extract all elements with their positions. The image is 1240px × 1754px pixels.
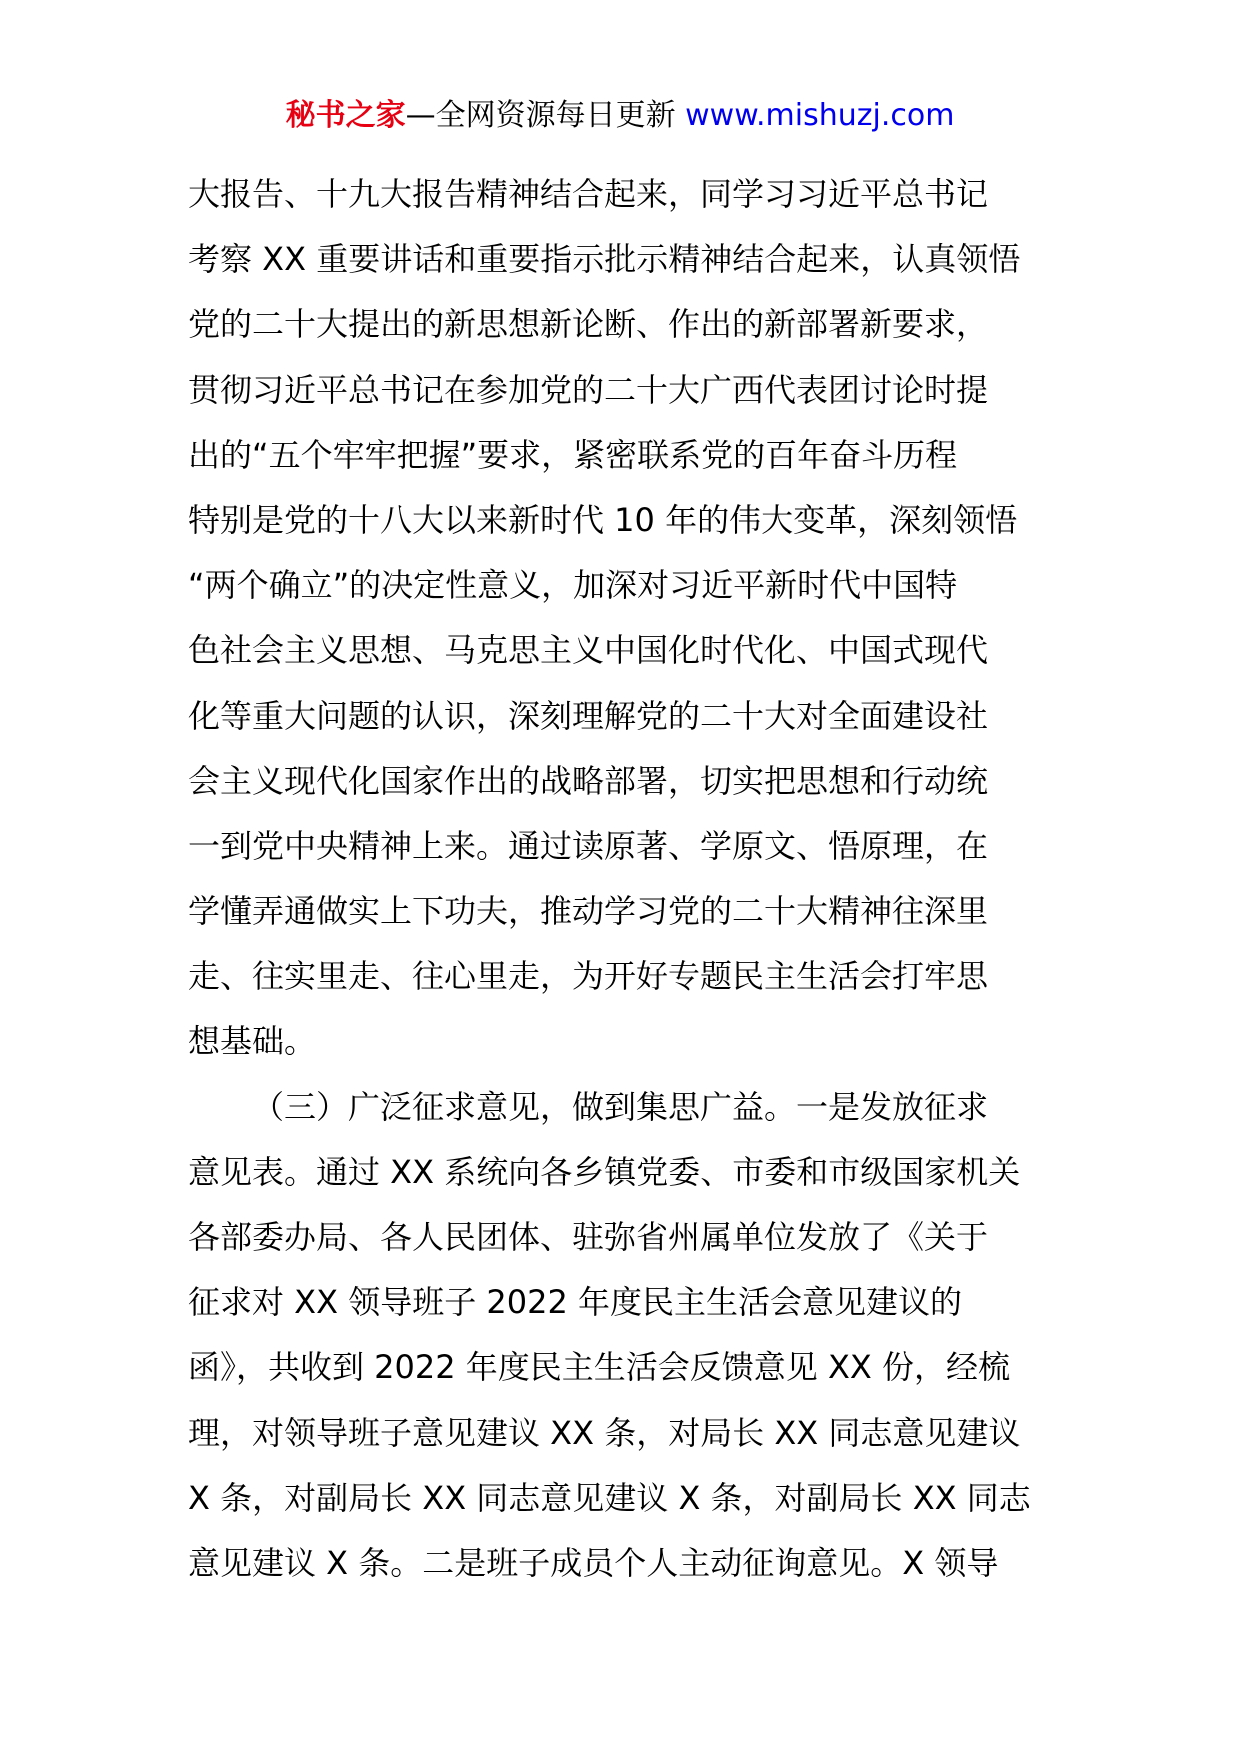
website-link[interactable]: www.mishuzj.com (685, 98, 955, 133)
text-line: 函》，共收到 2022 年度民主生活会反馈意见 XX 份，经梳 (188, 1348, 1010, 1387)
text-line: 化等重大问题的认识，深刻理解党的二十大对全面建设社 (188, 696, 989, 735)
header-tagline: —全网资源每日更新 (405, 98, 676, 133)
text-line: 各部委办局、各人民团体、驻弥省州属单位发放了《关于 (188, 1218, 989, 1256)
text-line: 特别是党的十八大以来新时代 10 年的伟大变革，深刻领悟 (188, 500, 1018, 539)
text-line: 理，对领导班子意见建议 XX 条，对局长 XX 同志意见建议 (188, 1413, 1021, 1452)
text-line: 色社会主义思想、马克思主义中国化时代化、中国式现代 (188, 631, 989, 670)
text-line: X 条，对副局长 XX 同志意见建议 X 条，对副局长 XX 同志 (188, 1478, 1031, 1517)
text-line: 大报告、十九大报告精神结合起来，同学习习近平总书记 (188, 175, 989, 213)
text-line: 会主义现代化国家作出的战略部署，切实把思想和行动统 (188, 761, 989, 800)
text-line: 一到党中央精神上来。通过读原著、学原文、悟原理，在 (188, 826, 989, 865)
text-line: 贯彻习近平总书记在参加党的二十大广西代表团讨论时提 (188, 370, 989, 409)
text-line: 意见建议 X 条。二是班子成员个人主动征询意见。X 领导 (188, 1543, 999, 1582)
text-line: 考察 XX 重要讲话和重要指示批示精神结合起来，认真领悟 (188, 240, 1021, 279)
brand-name: 秘书之家 (285, 98, 406, 133)
text-line: 出的“五个牢牢把握”要求，紧密联系党的百年奋斗历程 (188, 435, 958, 474)
page-header (0, 96, 1240, 136)
text-line: 学懂弄通做实上下功夫，推动学习党的二十大精神往深里 (188, 892, 989, 931)
text-line: 意见表。通过 XX 系统向各乡镇党委、市委和市级国家机关 (188, 1152, 1021, 1191)
text-line: 征求对 XX 领导班子 2022 年度民主生活会意见建议的 (188, 1283, 962, 1322)
text-line: （三）广泛征求意见，做到集思广益。一是发放征求 (252, 1087, 989, 1126)
text-line: 想基础。 (188, 1022, 317, 1061)
document-body (188, 162, 1058, 1596)
text-line: 党的二十大提出的新思想新论断、作出的新部署新要求， (188, 305, 989, 344)
text-line: “两个确立”的决定性意义，加深对习近平新时代中国特 (188, 566, 958, 605)
text-line: 走、往实里走、往心里走，为开好专题民主生活会打牢思 (188, 957, 989, 996)
